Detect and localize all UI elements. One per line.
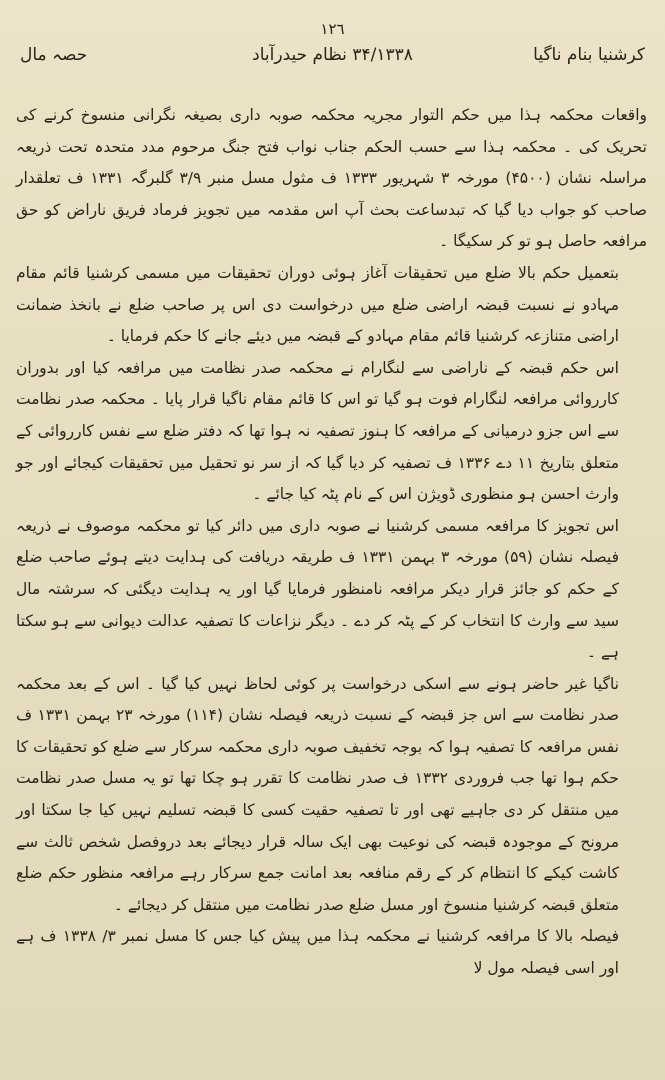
page-number: ١٢٦	[320, 20, 345, 38]
document-body	[16, 100, 647, 985]
paragraph-6: فیصلہ بالا کا مرافعہ کرشنیا نے محکمہ ہذا میں پیش کیا جس کا مسل نمبر ۳/ ۱۳۳۸ ف ہے اور اسی فیصلہ مول لا	[16, 927, 619, 978]
case-reference: ۳۴/۱۳۳۸ نظام حیدرآباد	[252, 45, 413, 65]
page-header	[14, 18, 651, 78]
paragraph-4: اس تجویز کا مرافعہ مسمی کرشنیا نے صوبہ داری میں دائر کیا تو محکمہ موصوف نے ذریعہ فیصلہ نشان (۵۹) مورخہ ۳ بہمن ۱۳۳۱ ف طریقہ دریافت کی ہدایت دیتے ہوئے صاحب ضلع کے حکم کو جائز قرار دیکر مرافعہ نامنظور فرمایا گیا اور یہ ہدایت دیگئی کہ سرشتہ مال سید سے وارث کا انتخاب کر کے پٹہ کر دے ۔ دیگر نزاعات کا تصفیہ عدالت دیوانی سے ہو سکتا ہے ۔	[16, 516, 619, 662]
paragraph-2: بتعمیل حکم بالا ضلع میں تحقیقات آغاز ہوئی دوران تحقیقات میں مسمی کرشنیا قائم مقام مہادو نے نسبت قبضہ اراضی ضلع میں درخواست دی اس پر صاحب ضلع نے بانخذ ضمانت اراضی متنازعہ کرشنیا قائم مقام مہادو کے قبضہ میں دیئے جانے کا حکم فرمایا ۔	[16, 263, 619, 346]
paragraph-3: اس حکم قبضہ کے ناراضی سے لنگارام نے محکمہ صدر نظامت میں مرافعہ کیا اور بدوران کارروائی مرافعہ لنگارام فوت ہو گیا تو اس کا قائم مقام ناگیا قرار پایا ۔ محکمہ صدر نظامت سے اس جزو درمیانی کے مرافعہ کا ہنوز تصفیہ نہ ہوا تھا کہ دفتر ضلع سے نفس کارروائی کے متعلق بتاریخ ۱۱ دے ۱۳۳۶ ف تصفیہ کر دیا گیا کہ از سر نو تحقیل میں تحقیقات کیجائے اور جو وارث احسن ہو منظوری ڈویژن اس کے نام پٹہ کیا جائے ۔	[16, 358, 620, 504]
paragraph-1: واقعات محکمہ ہذا میں حکم التوار مجریہ محکمہ صوبہ داری بصیغہ نگرانی منسوخ کرنے کی تحریک کی ۔ محکمہ ہذا سے حسب الحکم جناب نواب فتح جنگ مرحوم مدد متحدہ تحت ذریعہ مراسلہ نشان (۴۵۰۰) مورخہ ۳ شہریور ۱۳۳۳ ف مثول مسل منبر ۳/۹ گلبرگہ ۱۳۳۱ ف تعلقدار صاحب کو جواب دیا گیا کہ تبدساعت بحث آپ اس مقدمہ میں تجویز فرماد فریق ناراض کو حق مرافعہ حاصل ہو تو کر سکیگا ۔	[16, 106, 647, 251]
section-label: حصہ مال	[20, 45, 88, 65]
case-title: کرشنیا بنام ناگیا	[533, 45, 645, 65]
paragraph-5: ناگیا غیر حاضر ہونے سے اسکی درخواست پر کوئی لحاظ نہیں کیا گیا ۔ اس کے بعد محکمہ صدر نظامت سے اس جز قبضہ کے نسبت ذریعہ فیصلہ نشان (۱۱۴) مورخہ ۲۳ بہمن ۱۳۳۱ ف نفس مرافعہ کا تصفیہ ہوا کہ بوجہ تخفیف صوبہ داری محکمہ سرکار سے ضلع کو تحقیقات کا حکم ہوا تھا جب فروردی ۱۳۳۲ ف صدر نظامت کا تقرر ہو چکا تھا تو یہ مسل صدر نظامت میں منتقل کر دی جاہیے تھی اور تا تصفیہ حقیت کسی کا قبضہ تسلیم نہیں کیا جا سکتا اور مرونح کے موجودہ قبضہ کی نوعیت بھی ایک سالہ قرار دیجائے بعد دروفصل شخص ثالث سے کاشت کیکے کا انتظام کر کے رقم منافعہ بعد امانت جمع سرکار رہے مرافعہ منظور حکم ضلع متعلق قبضہ کرشنیا منسوخ اور مسل ضلع صدر نظامت میں منتقل کر دیجائے ۔	[16, 674, 620, 914]
